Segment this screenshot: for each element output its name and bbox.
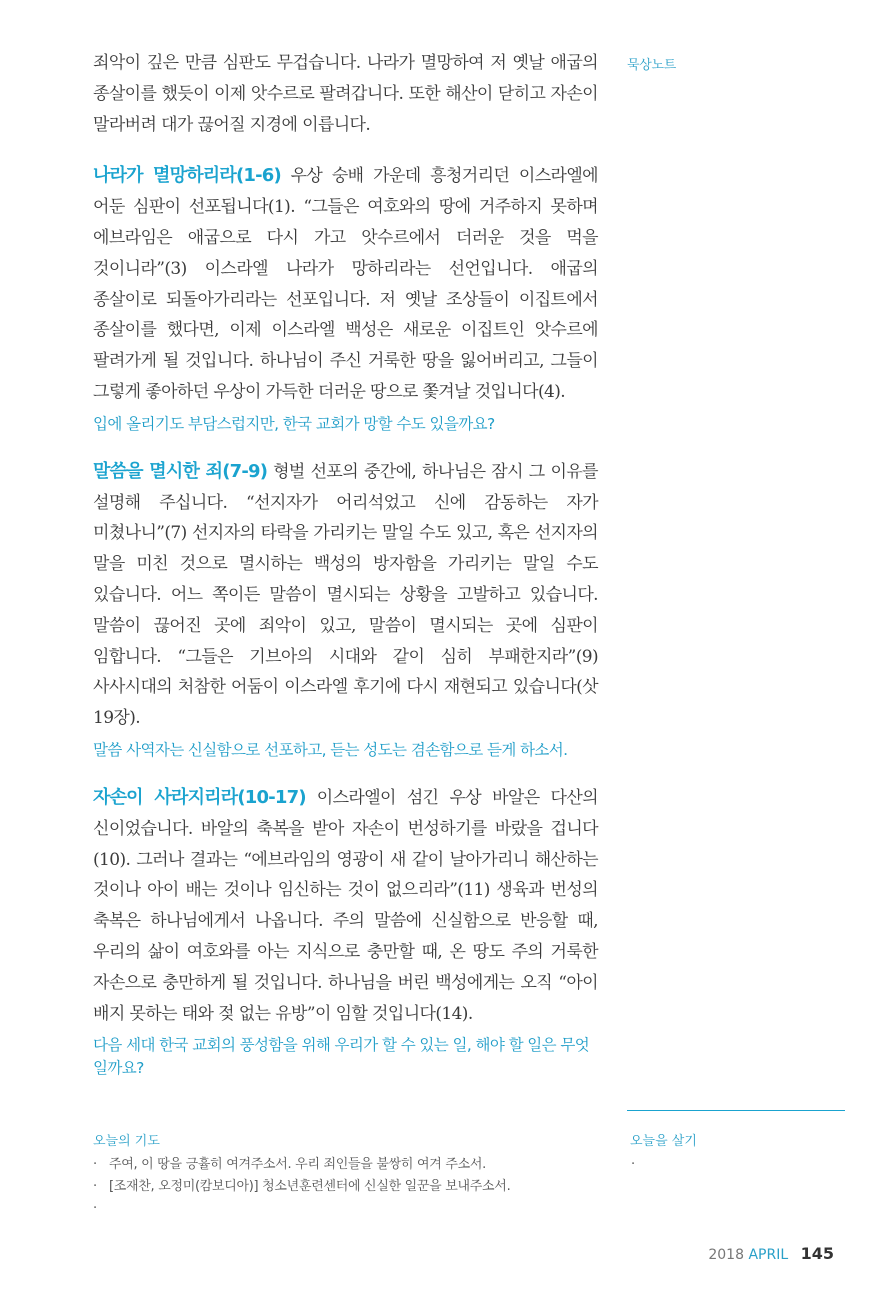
bullet-dot: · — [631, 1157, 636, 1172]
section-1 — [93, 161, 598, 435]
section-paragraph — [93, 457, 598, 734]
prayer-item — [93, 1154, 510, 1176]
section-heading: 자손이 사라지리라(10-17) — [93, 786, 306, 808]
bullet-dot: · — [93, 1201, 97, 1216]
prayer-title: 오늘의 기도 — [93, 1134, 160, 1149]
living-divider — [627, 1110, 845, 1111]
living-list — [631, 1154, 635, 1176]
section-body: 이스라엘이 섬긴 우상 바알은 다산의 신이었습니다. 바알의 축복을 받아 자손이 번성하기를 바랐을 겁니다(10). 그러나 결과는 “에브라임의 영광이 새 같이 날아가리니 해산하는 것이나 아이 배는 것이나 임신하는 것이 없으리라”(11) 생육과 번성의 축복은 하나님에게서 나옵니다. 주의 말씀에 신실함으로 반응할 때, 우리의 삶이 여호와를 아는 지식으로 충만할 때, 온 땅도 주의 거룩한 자손으로 충만하게 될 것입니다. 하나님을 버린 백성에게는 오직 “아이 배지 못하는 태와 젖 없는 유방”이 임할 것입니다(14). — [93, 787, 599, 1024]
prayer-item — [93, 1176, 510, 1198]
page-footer — [708, 1244, 834, 1263]
prayer-list — [93, 1154, 510, 1220]
reflection-question: 말씀 사역자는 신실함으로 선포하고, 듣는 성도는 겸손함으로 듣게 하소서. — [93, 740, 568, 759]
main-column — [93, 48, 598, 1080]
footer-year: 2018 — [708, 1247, 744, 1263]
section-heading: 나라가 멸망하리라(1-6) — [93, 165, 281, 187]
prayer-text: [조재찬, 오정미(캄보디아)] 청소년훈련센터에 신실한 일꾼을 보내주소서. — [109, 1179, 511, 1194]
reflection-question: 입에 올리기도 부담스럽지만, 한국 교회가 망할 수도 있을까요? — [93, 414, 495, 433]
prayer-item — [93, 1198, 510, 1220]
section-paragraph — [93, 783, 598, 1029]
prayer-text: 주여, 이 땅을 긍휼히 여겨주소서. 우리 죄인들을 불쌍히 여겨 주소서. — [109, 1157, 486, 1172]
reflection-question: 다음 세대 한국 교회의 풍성함을 위해 우리가 할 수 있는 일, 해야 할 일은 무엇일까요? — [93, 1036, 590, 1078]
section-2 — [93, 457, 598, 762]
section-heading: 말씀을 멸시한 죄(7-9) — [93, 460, 268, 482]
page-number: 145 — [800, 1244, 834, 1263]
bullet-dot: · — [93, 1179, 97, 1194]
section-3 — [93, 783, 598, 1080]
section-paragraph — [93, 161, 598, 407]
meditation-note-label: 묵상노트 — [627, 58, 677, 73]
bullet-dot: · — [93, 1157, 97, 1172]
footer-month: APRIL — [748, 1247, 789, 1263]
intro-paragraph: 죄악이 깊은 만큼 심판도 무겁습니다. 나라가 멸망하여 저 옛날 애굽의 종살이를 했듯이 이제 앗수르로 팔려갑니다. 또한 해산이 닫히고 자손이 말라버려 대가 끊어질 지경에 이릅니다. — [93, 53, 598, 135]
section-body: 우상 숭배 가운데 흥청거리던 이스라엘에 어둔 심판이 선포됩니다(1). “그들은 여호와의 땅에 거주하지 못하며 에브라임은 애굽으로 다시 가고 앗수르에서 더러운 것을 먹을 것이니라”(3) 이스라엘 나라가 망하리라는 선언입니다. 애굽의 종살이로 되돌아가리라는 선포입니다. 저 옛날 조상들이 이집트에서 종살이를 했다면, 이제 이스라엘 백성은 새로운 이집트인 앗수르에 팔려가게 될 것입니다. 하나님이 주신 거룩한 땅을 잃어버리고, 그들이 그렇게 좋아하던 우상이 가득한 더러운 땅으로 쫓겨날 것입니다(4). — [93, 166, 598, 402]
section-body: 형벌 선포의 중간에, 하나님은 잠시 그 이유를 설명해 주십니다. “선지자가 어리석었고 신에 감동하는 자가 미쳤나니”(7) 선지자의 타락을 가리키는 말일 수도 있고, 혹은 선지자의 말을 미친 것으로 멸시하는 백성의 방자함을 가리키는 말일 수도 있습니다. 어느 쪽이든 말씀이 멸시되는 상황을 고발하고 있습니다. 말씀이 끊어진 곳에 죄악이 있고, 말씀이 멸시되는 곳에 심판이 임합니다. “그들은 기브아의 시대와 같이 심히 부패한지라”(9) 사사시대의 처참한 어둠이 이스라엘 후기에 다시 재현되고 있습니다(삿 19장). — [93, 461, 598, 729]
living-title: 오늘을 살기 — [630, 1134, 697, 1149]
